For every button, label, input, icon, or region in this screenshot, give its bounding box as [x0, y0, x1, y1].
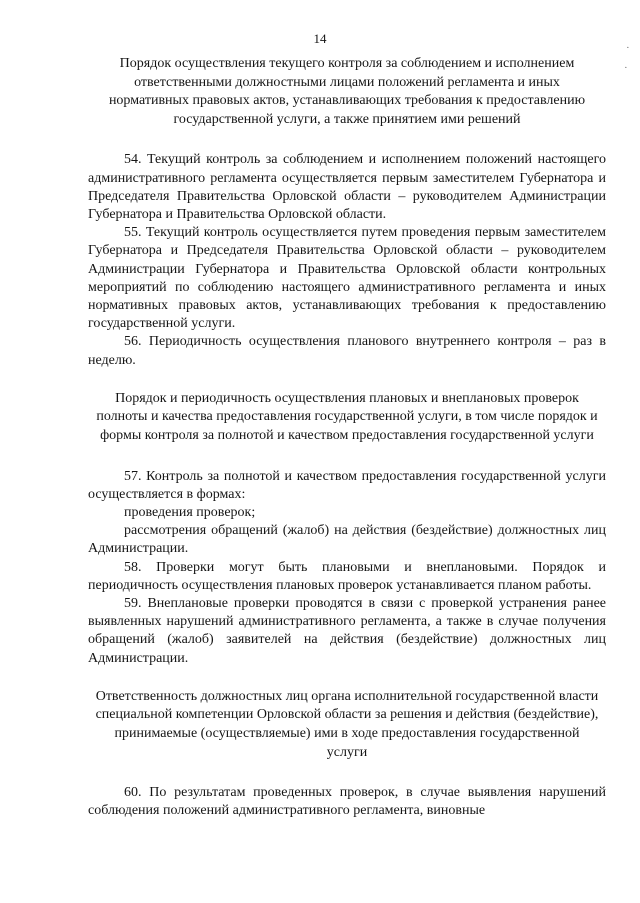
section-heading-responsibility: Ответственность должностных лиц органа исполнительной государственной власти специальной компетенции Орловской области за решения и действия (бездействие), принимаемые (осуществляемые) ими в ходе предоставления государственной услуги [95, 688, 599, 760]
scan-speck: · [626, 42, 630, 54]
paragraph-57-form-2: рассмотрения обращений (жалоб) на действия (бездействие) должностных лиц Администрации. [88, 523, 606, 557]
paragraph-57: 57. Контроль за полнотой и качеством предоставления государственной услуги осуществляется в формах: [88, 468, 606, 502]
paragraph-60: 60. По результатам проведенных проверок, в случае выявления нарушений соблюдения положений административного регламента, виновные [88, 785, 606, 819]
paragraph-55: 55. Текущий контроль осуществляется путем проведения первым заместителем Губернатора и Председателя Правительства Орловской области – руководителем Администрации Губернатора и Правительства Орловской области контрольных мероприятий по соблюдению настоящего административного регламента и иных нормативных правовых актов, устанавливающих требования к предоставлению государственной услуги. [88, 225, 606, 332]
paragraph-57-form-1: проведения проверок; [124, 505, 256, 520]
paragraph-54: 54. Текущий контроль за соблюдением и исполнением положений настоящего административного регламента осуществляется первым заместителем Губернатора и Председателя Правительства Орловской области – руководителем Администрации Губернатора и Правительства Орловской области. [88, 152, 606, 222]
page-number: 14 [313, 31, 327, 46]
paragraph-58: 58. Проверки могут быть плановыми и внеплановыми. Порядок и периодичность осуществления плановых проверок устанавливается планом работы. [88, 559, 606, 593]
section-heading-inspections: Порядок и периодичность осуществления плановых и внеплановых проверок полноты и качества предоставления государственной услуги, в том числе порядок и формы контроля за полнотой и качеством предоставления государственной услуги [96, 390, 598, 443]
paragraph-56: 56. Периодичность осуществления планового внутреннего контроля – раз в неделю. [88, 334, 606, 368]
document-body [88, 55, 606, 821]
section-heading-current-control: Порядок осуществления текущего контроля за соблюдением и исполнением ответственными должностными лицами положений регламента и иных нормативных правовых актов, устанавливающих требования к предоставлению государственной услуги, а также принятием ими решений [108, 56, 586, 127]
paragraph-59: 59. Внеплановые проверки проводятся в связи с проверкой устранения ранее выявленных нарушений административного регламента, а также в случае получения обращений (жалоб) заявителей на действия (бездействие) должностных лиц Администрации. [88, 596, 606, 666]
scan-speck: · [624, 62, 628, 74]
